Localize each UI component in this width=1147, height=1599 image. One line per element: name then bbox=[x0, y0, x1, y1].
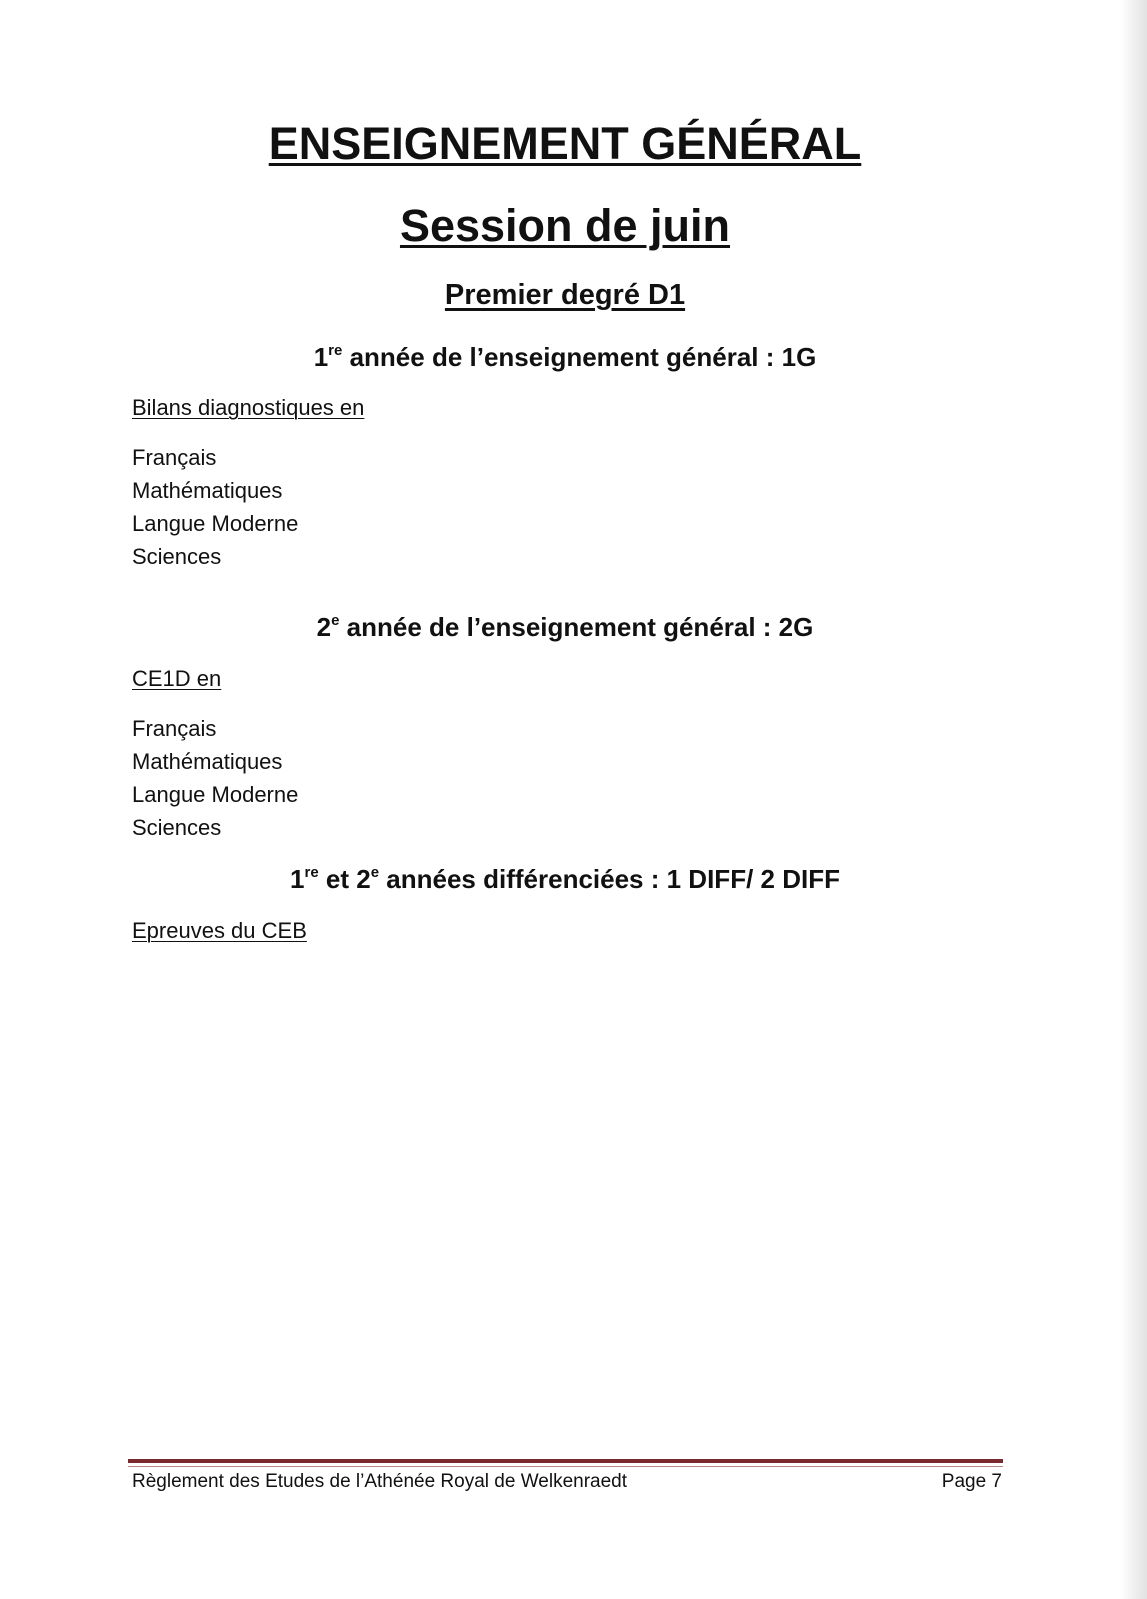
list-item: Langue Moderne bbox=[132, 782, 299, 807]
degree-title-text: Premier degré D1 bbox=[444, 279, 686, 311]
heading-superscript: e bbox=[370, 864, 380, 881]
footer-rule-thin bbox=[128, 1466, 1003, 1467]
heading-superscript: re bbox=[328, 342, 343, 359]
document-title-text: ENSEIGNEMENT GÉNÉRAL bbox=[268, 118, 862, 169]
heading-number: 2 bbox=[356, 864, 371, 894]
heading-text: année de l’enseignement général : 2G bbox=[339, 612, 814, 642]
section-label-text: Epreuves du CEB bbox=[132, 918, 307, 943]
degree-title bbox=[0, 279, 1130, 312]
subject-list-2g bbox=[132, 712, 298, 844]
section-label-bilans bbox=[132, 395, 364, 421]
heading-number: 1 bbox=[290, 864, 305, 894]
heading-number: 1 bbox=[313, 342, 329, 372]
list-item: Sciences bbox=[132, 544, 222, 569]
footer-document-name: Règlement des Etudes de l’Athénée Royal de Welkenraedt bbox=[132, 1471, 628, 1492]
section-heading-diff bbox=[0, 864, 1130, 895]
document-title bbox=[0, 118, 1130, 170]
list-item: Sciences bbox=[132, 815, 222, 840]
session-title bbox=[0, 200, 1130, 252]
section-label-ceb bbox=[132, 918, 307, 944]
footer-page-number: Page 7 bbox=[941, 1471, 1002, 1492]
heading-text: et bbox=[318, 864, 357, 894]
heading-number: 2 bbox=[316, 612, 332, 642]
heading-superscript: re bbox=[304, 864, 319, 881]
list-item: Mathématiques bbox=[132, 478, 283, 503]
section-label-ce1d bbox=[132, 666, 221, 692]
list-item: Français bbox=[132, 445, 217, 470]
section-label-text: CE1D en bbox=[132, 666, 222, 691]
section-label-text: Bilans diagnostiques en bbox=[132, 395, 365, 420]
list-item: Mathématiques bbox=[132, 749, 283, 774]
heading-text: année de l’enseignement général : 1G bbox=[342, 342, 817, 372]
list-item: Français bbox=[132, 716, 217, 741]
section-heading-2g bbox=[0, 612, 1130, 643]
footer-rule bbox=[128, 1459, 1003, 1463]
heading-superscript: e bbox=[331, 612, 340, 629]
list-item: Langue Moderne bbox=[132, 511, 299, 536]
session-title-text: Session de juin bbox=[399, 200, 731, 251]
section-heading-1g bbox=[0, 342, 1130, 373]
heading-text: années différenciées : 1 DIFF/ 2 DIFF bbox=[379, 864, 840, 894]
subject-list-1g bbox=[132, 441, 298, 573]
